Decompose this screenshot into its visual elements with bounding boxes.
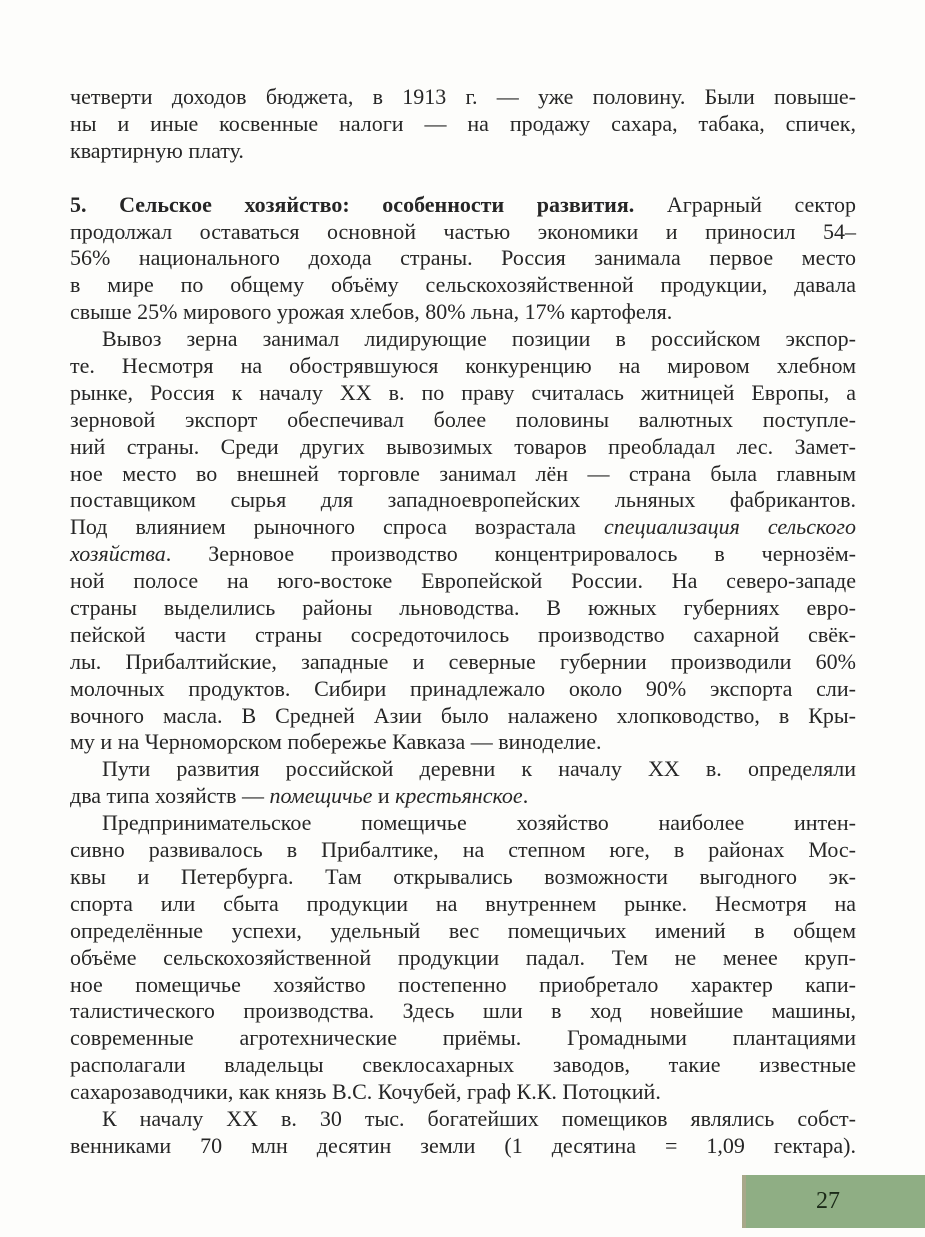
text-line	[70, 998, 856, 1025]
text-run: располагали владельцы свеклосахарных заводов, такие известные	[70, 1052, 856, 1078]
text-line	[70, 864, 856, 891]
text-run: Пути развития российской деревни к началу XX в. определяли	[102, 756, 856, 782]
text-line	[70, 434, 856, 461]
text-line	[70, 676, 856, 703]
text-line	[70, 487, 856, 514]
text-line	[70, 272, 856, 299]
text-line	[70, 353, 856, 380]
text-run: Вывоз зерна занимал лидирующие позиции в российском экспор-	[102, 326, 856, 352]
text-line	[70, 192, 856, 219]
text-run: современные агротехнические приёмы. Громадными плантациями	[70, 1025, 856, 1051]
text-line	[70, 407, 856, 434]
text-line	[70, 568, 856, 595]
text-run: те. Несмотря на обострявшуюся конкуренцию на мировом хлебном	[70, 353, 856, 379]
text-line	[70, 326, 856, 353]
text-line	[70, 945, 856, 972]
text-run: талистического производства. Здесь шли в ход новейшие машины,	[70, 998, 856, 1024]
text-run: страны выделились районы льноводства. В южных губерниях евро-	[70, 595, 856, 621]
text-run: молочных продуктов. Сибири принадлежало около 90% экспорта сли-	[70, 675, 856, 701]
text-run: ны и иные косвенные налоги — на продажу сахара, табака, спичек,	[70, 110, 856, 136]
paragraph	[70, 84, 856, 165]
text-line	[70, 541, 856, 568]
text-line	[70, 138, 856, 165]
section-heading: 5. Сельское хозяйство: особенности развития.	[70, 191, 635, 217]
text-run: ний страны. Среди других вывозимых товаров преобладал лес. Замет-	[70, 433, 856, 459]
text-run: ное помещичье хозяйство постепенно приобретало характер капи-	[70, 971, 856, 997]
page-number: 27	[816, 1188, 840, 1214]
text-line	[70, 111, 856, 138]
text-run: ной полосе на юго-востоке Европейской России. На северо-западе	[70, 568, 856, 594]
text-line	[70, 461, 856, 488]
text-run: квы и Петербурга. Там открывались возможности выгодного эк-	[70, 863, 856, 889]
text-run: свыше 25% мирового урожая хлебов, 80% льна, 17% картофеля.	[70, 299, 673, 325]
text-line	[70, 837, 856, 864]
text-line	[70, 756, 856, 783]
text-run: вочного масла. В Средней Азии было налажено хлопководство, в Кры-	[70, 702, 856, 728]
text-line	[70, 595, 856, 622]
paragraph	[70, 326, 856, 756]
text-line	[70, 299, 856, 326]
text-line	[70, 1025, 856, 1052]
text-run: и	[372, 783, 396, 809]
text-run: зерновой экспорт обеспечивал более половины валютных поступле-	[70, 406, 856, 432]
text-run: сахарозаводчики, как князь В.С. Кочубей, граф К.К. Потоцкий.	[70, 1079, 661, 1105]
section-heading-paragraph	[70, 192, 856, 326]
text-line	[70, 1079, 856, 1106]
paragraph	[70, 810, 856, 1106]
text-run: лы. Прибалтийские, западные и северные губернии производили 60%	[70, 648, 856, 674]
page-number-box	[742, 1175, 925, 1228]
text-run: 56% национального дохода страны. Россия занимала первое место	[70, 245, 856, 271]
text-run: четверти доходов бюджета, в 1913 г. — уже половину. Были повыше-	[70, 84, 856, 109]
text-line	[70, 703, 856, 730]
text-line	[70, 1052, 856, 1079]
text-run: в мире по общему объёму сельскохозяйственной продукции, давала	[70, 272, 856, 298]
italic-term: хозяйства	[70, 541, 166, 567]
text-line	[70, 783, 856, 810]
text-run: .	[522, 783, 529, 809]
text-run: . Зерновое производство концентрировалось в чернозём-	[165, 541, 856, 567]
text-line	[70, 891, 856, 918]
text-line	[70, 622, 856, 649]
text-run: Аграрный сектор	[634, 191, 856, 217]
italic-term: крестьянское	[395, 783, 523, 809]
text-line	[70, 84, 856, 111]
text-run: рынке, Россия к началу XX в. по праву считалась житницей Европы, а	[70, 379, 856, 405]
paragraph	[70, 756, 856, 810]
text-line	[70, 514, 856, 541]
text-line	[70, 245, 856, 272]
text-run: му и на Черноморском побережье Кавказа — виноделие.	[70, 729, 602, 755]
text-run: пейской части страны сосредоточилось производство сахарной свёк-	[70, 621, 856, 647]
text-run: продолжал оставаться основной частью экономики и приносил 54–	[70, 218, 856, 244]
text-run: два типа хозяйств —	[70, 783, 270, 809]
text-run: квартирную плату.	[70, 137, 244, 163]
text-run: Под влиянием рыночного спроса возрастала	[70, 514, 604, 540]
text-run: венниками 70 млн десятин земли (1 десятина = 1,09 гектара).	[70, 1132, 856, 1158]
paragraph	[70, 1106, 856, 1160]
text-run: спорта или сбыта продукции на внутреннем рынке. Несмотря на	[70, 890, 856, 916]
text-line	[70, 1106, 856, 1133]
text-line	[70, 810, 856, 837]
italic-term: специализация сельского	[603, 514, 856, 540]
text-line	[70, 380, 856, 407]
text-run: сивно развивалось в Прибалтике, на степном юге, в районах Мос-	[70, 837, 856, 863]
text-line	[70, 219, 856, 246]
text-run: ное место во внешней торговле занимал лён — страна была главным	[70, 460, 856, 486]
text-run: объёме сельскохозяйственной продукции падал. Тем не менее круп-	[70, 944, 856, 970]
text-line	[70, 1133, 856, 1160]
text-line	[70, 649, 856, 676]
text-line	[70, 729, 856, 756]
text-run: поставщиком сырья для западноевропейских льняных фабрикантов.	[70, 487, 856, 513]
text-line	[70, 918, 856, 945]
italic-term: помещичье	[269, 783, 373, 809]
text-run: Предпринимательское помещичье хозяйство наиболее интен-	[102, 810, 856, 836]
text-run: К началу XX в. 30 тыс. богатейших помещиков являлись собст-	[102, 1105, 856, 1131]
text-line	[70, 972, 856, 999]
page-body-text	[70, 84, 856, 1160]
text-run: определённые успехи, удельный вес помещичьих имений в общем	[70, 917, 856, 943]
